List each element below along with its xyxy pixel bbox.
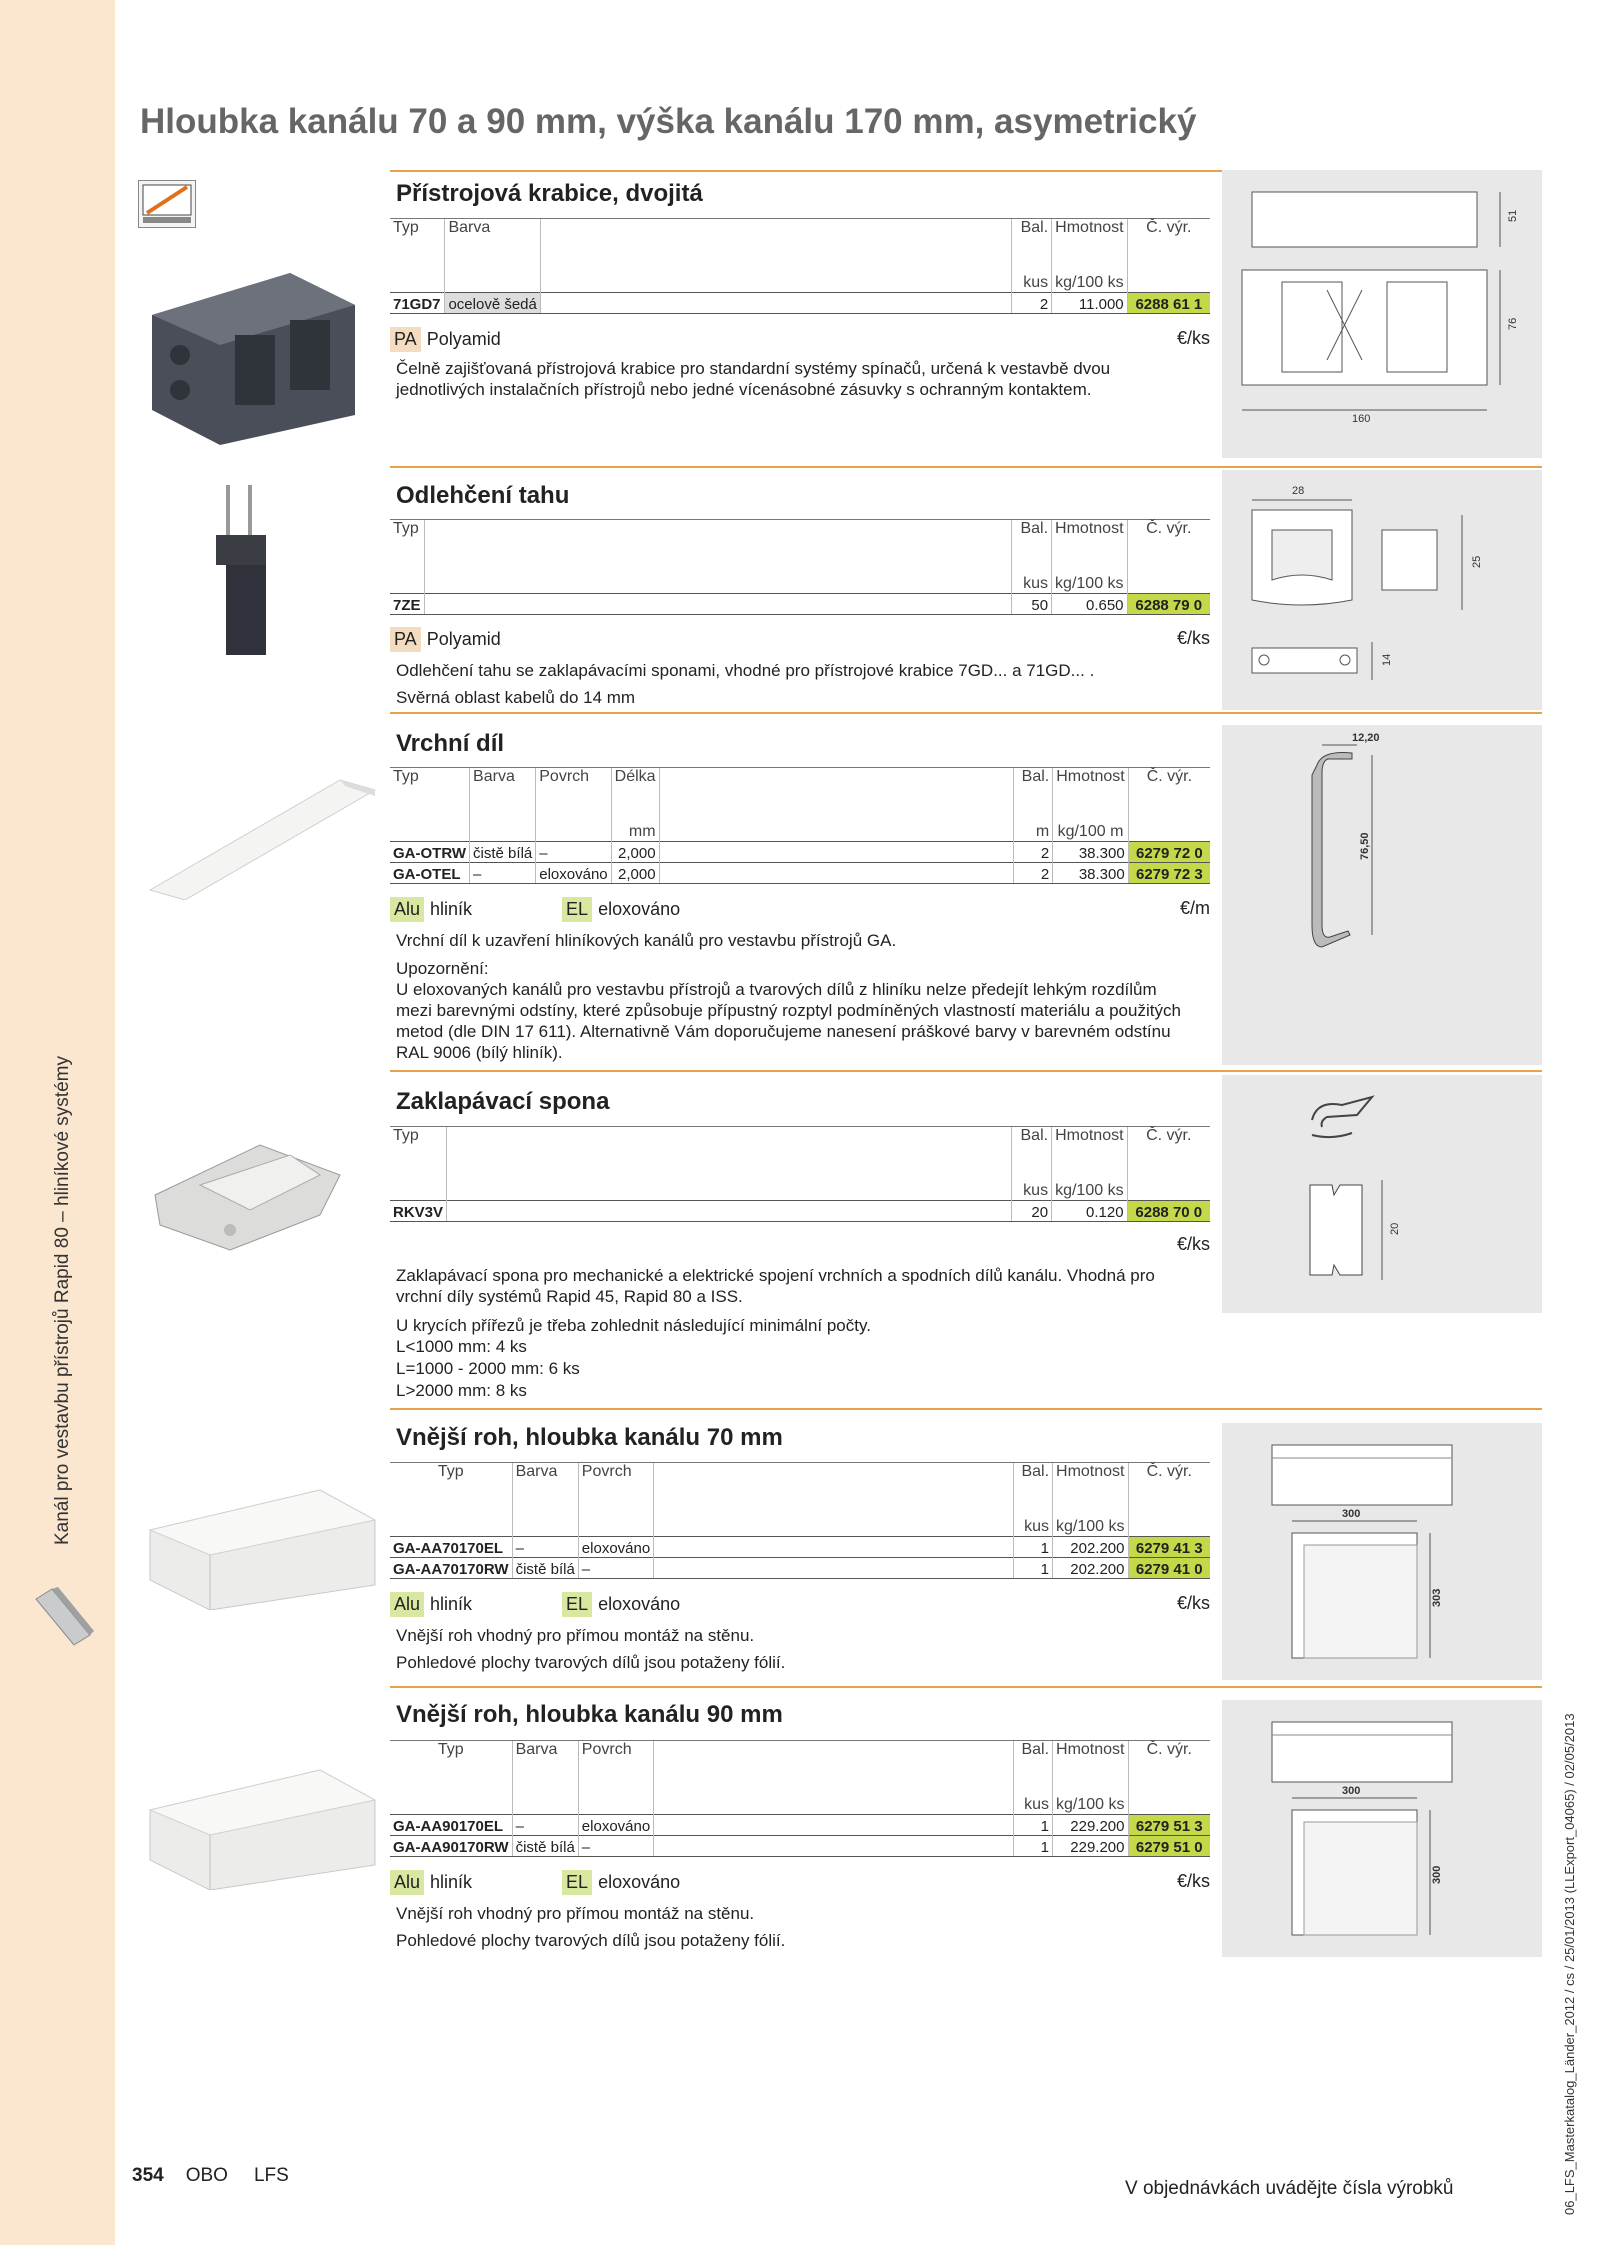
col-typ: Typ	[390, 520, 425, 541]
dim-width: 160	[1352, 413, 1371, 425]
cell-hmotnost: 38.300	[1053, 863, 1128, 884]
material-name: hliník	[430, 899, 473, 919]
notice-label: Upozornění:	[396, 959, 489, 978]
unit-hmotnost: kg/100 ks	[1052, 573, 1127, 594]
cell-article-number[interactable]: 6279 51 3	[1128, 1815, 1210, 1836]
material-row	[390, 897, 680, 922]
section-title-strain-relief: Odlehčení tahu	[396, 482, 570, 509]
cell-article-number[interactable]: 6288 70 0	[1127, 1201, 1210, 1222]
col-cvyr: Č. výr.	[1127, 520, 1210, 541]
cell-typ: GA-AA90170EL	[390, 1815, 512, 1836]
channel-thumbnail-icon	[32, 1585, 94, 1647]
col-hmotnost: Hmotnost	[1052, 219, 1127, 240]
material-code: Alu	[390, 897, 424, 922]
col-hmotnost: Hmotnost	[1052, 520, 1127, 541]
device-box-photo	[140, 245, 380, 445]
spec-table-outer-corner-70	[390, 1462, 1210, 1579]
section-title-outer-corner-90: Vnější roh, hloubka kanálu 90 mm	[396, 1701, 783, 1728]
cell-bal: 1	[1013, 1836, 1052, 1857]
spec-table-top-section	[390, 767, 1210, 884]
price-unit: €/ks	[1176, 628, 1210, 648]
dim-b: 76,50	[1359, 832, 1371, 860]
description-note: Pohledové plochy tvarových dílů jsou potaženy fólií.	[396, 1653, 786, 1672]
unit-hmotnost: kg/100 ks	[1053, 1794, 1128, 1815]
table-row	[390, 293, 1210, 314]
unit-delka: mm	[611, 821, 659, 842]
unit-bal: kus	[1012, 573, 1052, 594]
material-name: Polyamid	[426, 329, 501, 349]
technical-drawing-top-section	[1222, 725, 1542, 1065]
description: Odlehčení tahu se zaklapávacími sponami, vhodné pro přístrojové krabice 7GD... a 71GD... .	[396, 661, 1095, 680]
cell-hmotnost: 229.200	[1053, 1836, 1128, 1857]
cell-barva: čistě bílá	[512, 1558, 578, 1579]
min-count-1: L<1000 mm: 4 ks	[396, 1337, 527, 1356]
surface-name: eloxováno	[598, 1872, 681, 1892]
section-rule	[390, 1686, 1542, 1688]
outer-corner-90-photo	[140, 1750, 380, 1890]
cell-barva: –	[512, 1815, 578, 1836]
section-title-device-box: Přístrojová krabice, dvojitá	[396, 180, 703, 207]
table-row	[390, 863, 1210, 884]
cell-delka: 2,000	[611, 842, 659, 863]
min-count-2: L=1000 - 2000 mm: 6 ks	[396, 1359, 580, 1378]
col-cvyr: Č. výr.	[1127, 219, 1210, 240]
dim-a: 12,20	[1352, 732, 1380, 744]
cell-barva: čistě bílá	[512, 1836, 578, 1857]
dim-height-1: 51	[1507, 209, 1519, 222]
price-unit: €/ks	[1176, 1593, 1210, 1613]
col-typ: Typ	[390, 219, 445, 240]
cell-bal: 2	[1012, 293, 1052, 314]
cell-typ: GA-OTEL	[390, 863, 470, 884]
cell-typ: 7ZE	[390, 594, 425, 615]
outer-corner-70-photo	[140, 1470, 380, 1610]
cell-barva: –	[470, 863, 536, 884]
cell-bal: 1	[1013, 1815, 1052, 1836]
dim-a: 20	[1389, 1222, 1401, 1235]
description-note: Svěrná oblast kabelů do 14 mm	[396, 688, 636, 707]
cell-barva: čistě bílá	[470, 842, 536, 863]
col-barva: Barva	[470, 768, 536, 789]
unit-bal: kus	[1012, 1180, 1052, 1201]
page-title: Hloubka kanálu 70 a 90 mm, výška kanálu 170 mm, asymetrický	[140, 102, 1197, 141]
section-rule	[390, 1408, 1542, 1410]
col-barva: Barva	[445, 219, 540, 240]
cell-delka: 2,000	[611, 863, 659, 884]
col-bal: Bal.	[1013, 768, 1052, 789]
col-bal: Bal.	[1012, 520, 1052, 541]
cell-hmotnost: 0.650	[1052, 594, 1127, 615]
col-povrch: Povrch	[536, 768, 611, 789]
cell-bal: 1	[1013, 1537, 1052, 1558]
dim-a: 28	[1292, 485, 1305, 497]
col-cvyr: Č. výr.	[1128, 1463, 1210, 1484]
cell-bal: 1	[1013, 1558, 1052, 1579]
description: Zaklapávací spona pro mechanické a elektrické spojení vrchních a spodních dílů kanálu. Vhodná pro vrchní díly systémů Rapid 45, Rapid 80 a ISS.	[396, 1266, 1155, 1306]
cell-article-number[interactable]: 6279 72 3	[1128, 863, 1210, 884]
unit-bal: kus	[1013, 1516, 1052, 1537]
cell-typ: GA-AA70170EL	[390, 1537, 512, 1558]
unit-bal: kus	[1012, 272, 1052, 293]
spec-table-device-box	[390, 218, 1210, 314]
col-hmotnost: Hmotnost	[1052, 1127, 1127, 1148]
material-name: Polyamid	[426, 629, 501, 649]
cell-article-number[interactable]: 6279 41 0	[1128, 1558, 1210, 1579]
notice-text: U eloxovaných kanálů pro vestavbu přístrojů a tvarových dílů z hliníku nelze předejít lehkým rozdílům mezi barevnými odstíny, které způsobuje přípustný rozptyl podmíněných vlastností materiálu a použitých metod (dle DIN 17 611). Alternativně Vám doporučujeme nanesení práškové barvy v barevném odstínu RAL 9006 (bílý hliník).	[396, 980, 1181, 1062]
material-code: Alu	[390, 1870, 424, 1895]
side-category-label: Kanál pro vestavbu přístrojů Rapid 80 – hliníkové systémy	[52, 1056, 73, 1545]
dim-a: 300	[1342, 1508, 1361, 1520]
section-title-outer-corner-70: Vnější roh, hloubka kanálu 70 mm	[396, 1424, 783, 1451]
flush-mount-badge-icon	[138, 180, 196, 228]
unit-hmotnost: kg/100 ks	[1052, 1180, 1127, 1201]
table-row	[390, 842, 1210, 863]
cell-povrch: –	[536, 842, 611, 863]
col-bal: Bal.	[1013, 1463, 1052, 1484]
material-code: PA	[390, 327, 421, 352]
col-bal: Bal.	[1012, 219, 1052, 240]
technical-drawing-outer-corner-90	[1222, 1700, 1542, 1957]
cell-barva: –	[512, 1537, 578, 1558]
section-rule	[390, 712, 1542, 714]
cell-barva: ocelově šedá	[445, 293, 540, 314]
cell-povrch: –	[578, 1836, 653, 1857]
price-unit: €/ks	[1176, 1234, 1210, 1254]
col-barva: Barva	[512, 1741, 578, 1762]
footer-left	[132, 2165, 315, 2187]
table-row	[390, 1537, 1210, 1558]
description-note: U krycích přířezů je třeba zohlednit následující minimální počty.	[396, 1316, 871, 1335]
technical-drawing-outer-corner-70	[1222, 1423, 1542, 1680]
surface-name: eloxováno	[598, 899, 681, 919]
technical-drawing-snap-clip	[1222, 1075, 1542, 1313]
col-cvyr: Č. výr.	[1128, 768, 1210, 789]
price-unit: €/ks	[1176, 328, 1210, 348]
col-povrch: Povrch	[578, 1463, 653, 1484]
technical-drawing-device-box	[1222, 170, 1542, 458]
col-hmotnost: Hmotnost	[1053, 768, 1128, 789]
cell-article-number[interactable]: 6279 72 0	[1128, 842, 1210, 863]
material-row	[390, 1870, 680, 1895]
cell-hmotnost: 202.200	[1053, 1537, 1128, 1558]
table-row	[390, 1201, 1210, 1222]
price-unit: €/m	[1179, 898, 1210, 918]
col-bal: Bal.	[1012, 1127, 1052, 1148]
col-povrch: Povrch	[578, 1741, 653, 1762]
snap-clip-photo	[140, 1135, 380, 1255]
cell-typ: RKV3V	[390, 1201, 447, 1222]
description: Vrchní díl k uzavření hliníkových kanálů pro vestavbu přístrojů GA.	[396, 931, 897, 950]
surface-code: EL	[562, 1870, 592, 1895]
material-row	[390, 627, 501, 652]
technical-drawing-strain-relief	[1222, 470, 1542, 710]
spec-table-strain-relief	[390, 519, 1210, 615]
cell-hmotnost: 229.200	[1053, 1815, 1128, 1836]
table-row	[390, 594, 1210, 615]
table-row	[390, 1558, 1210, 1579]
material-name: hliník	[430, 1872, 473, 1892]
col-hmotnost: Hmotnost	[1053, 1463, 1128, 1484]
dim-height-2: 76	[1507, 317, 1519, 330]
col-bal: Bal.	[1013, 1741, 1052, 1762]
footer-brand: OBO	[185, 2165, 228, 2186]
cell-bal: 20	[1012, 1201, 1052, 1222]
col-cvyr: Č. výr.	[1127, 1127, 1210, 1148]
top-section-photo	[140, 770, 380, 900]
dim-b: 300	[1431, 1865, 1443, 1884]
col-typ: Typ	[390, 1741, 512, 1762]
material-code: PA	[390, 627, 421, 652]
col-hmotnost: Hmotnost	[1053, 1741, 1128, 1762]
strain-relief-photo	[140, 485, 380, 655]
unit-bal: m	[1013, 821, 1052, 842]
cell-typ: GA-OTRW	[390, 842, 470, 863]
cell-article-number[interactable]: 6288 61 1	[1127, 293, 1210, 314]
col-typ: Typ	[390, 1463, 512, 1484]
description: Čelně zajišťovaná přístrojová krabice pro standardní systémy spínačů, určená k vestavbě dvou jednotlivých instalačních přístrojů nebo jedné vícenásobné zásuvky s ochranným kontaktem.	[396, 359, 1111, 399]
cell-typ: GA-AA90170RW	[390, 1836, 512, 1857]
surface-code: EL	[562, 1592, 592, 1617]
col-barva: Barva	[512, 1463, 578, 1484]
dim-b: 25	[1471, 555, 1483, 568]
description: Vnější roh vhodný pro přímou montáž na stěnu.	[396, 1626, 755, 1645]
col-typ: Typ	[390, 768, 470, 789]
cell-article-number[interactable]: 6288 79 0	[1127, 594, 1210, 615]
spec-table-snap-clip	[390, 1126, 1210, 1222]
cell-typ: 71GD7	[390, 293, 445, 314]
unit-hmotnost: kg/100 ks	[1052, 272, 1127, 293]
material-row	[390, 327, 501, 352]
unit-hmotnost: kg/100 m	[1053, 821, 1128, 842]
description-note: Pohledové plochy tvarových dílů jsou potaženy fólií.	[396, 1931, 786, 1950]
cell-article-number[interactable]: 6279 51 0	[1128, 1836, 1210, 1857]
material-name: hliník	[430, 1594, 473, 1614]
unit-hmotnost: kg/100 ks	[1053, 1516, 1128, 1537]
catalog-reference: 06_LFS_Masterkatalog_Länder_2012 / cs / 25/01/2013 (LLExport_04065) / 02/05/2013	[1562, 1713, 1577, 2215]
cell-hmotnost: 0.120	[1052, 1201, 1127, 1222]
dim-b: 303	[1431, 1588, 1443, 1607]
dim-a: 300	[1342, 1785, 1361, 1797]
min-count-3: L>2000 mm: 8 ks	[396, 1381, 527, 1400]
material-row	[390, 1592, 680, 1617]
footer-series: LFS	[253, 2165, 289, 2186]
cell-bal: 2	[1013, 842, 1052, 863]
spec-table-outer-corner-90	[390, 1740, 1210, 1857]
cell-povrch: eloxováno	[536, 863, 611, 884]
material-code: Alu	[390, 1592, 424, 1617]
cell-bal: 2	[1013, 863, 1052, 884]
section-title-top-section: Vrchní díl	[396, 730, 505, 757]
section-rule	[390, 466, 1542, 468]
surface-name: eloxováno	[598, 1594, 681, 1614]
description: Vnější roh vhodný pro přímou montáž na stěnu.	[396, 1904, 755, 1923]
dim-c: 14	[1381, 653, 1393, 666]
cell-article-number[interactable]: 6279 41 3	[1128, 1537, 1210, 1558]
cell-typ: GA-AA70170RW	[390, 1558, 512, 1579]
cell-povrch: eloxováno	[578, 1537, 653, 1558]
cell-povrch: –	[578, 1558, 653, 1579]
section-rule	[390, 1070, 1542, 1072]
cell-hmotnost: 11.000	[1052, 293, 1127, 314]
cell-hmotnost: 202.200	[1053, 1558, 1128, 1579]
cell-bal: 50	[1012, 594, 1052, 615]
price-unit: €/ks	[1176, 1871, 1210, 1891]
cell-povrch: eloxováno	[578, 1815, 653, 1836]
footer-order-note: V objednávkách uvádějte čísla výrobků	[1125, 2178, 1454, 2199]
col-cvyr: Č. výr.	[1128, 1741, 1210, 1762]
section-title-snap-clip: Zaklapávací spona	[396, 1088, 610, 1115]
table-row	[390, 1815, 1210, 1836]
page-number: 354	[132, 2165, 164, 2186]
unit-bal: kus	[1013, 1794, 1052, 1815]
surface-code: EL	[562, 897, 592, 922]
col-delka: Délka	[611, 768, 659, 789]
table-row	[390, 1836, 1210, 1857]
cell-hmotnost: 38.300	[1053, 842, 1128, 863]
col-typ: Typ	[390, 1127, 447, 1148]
